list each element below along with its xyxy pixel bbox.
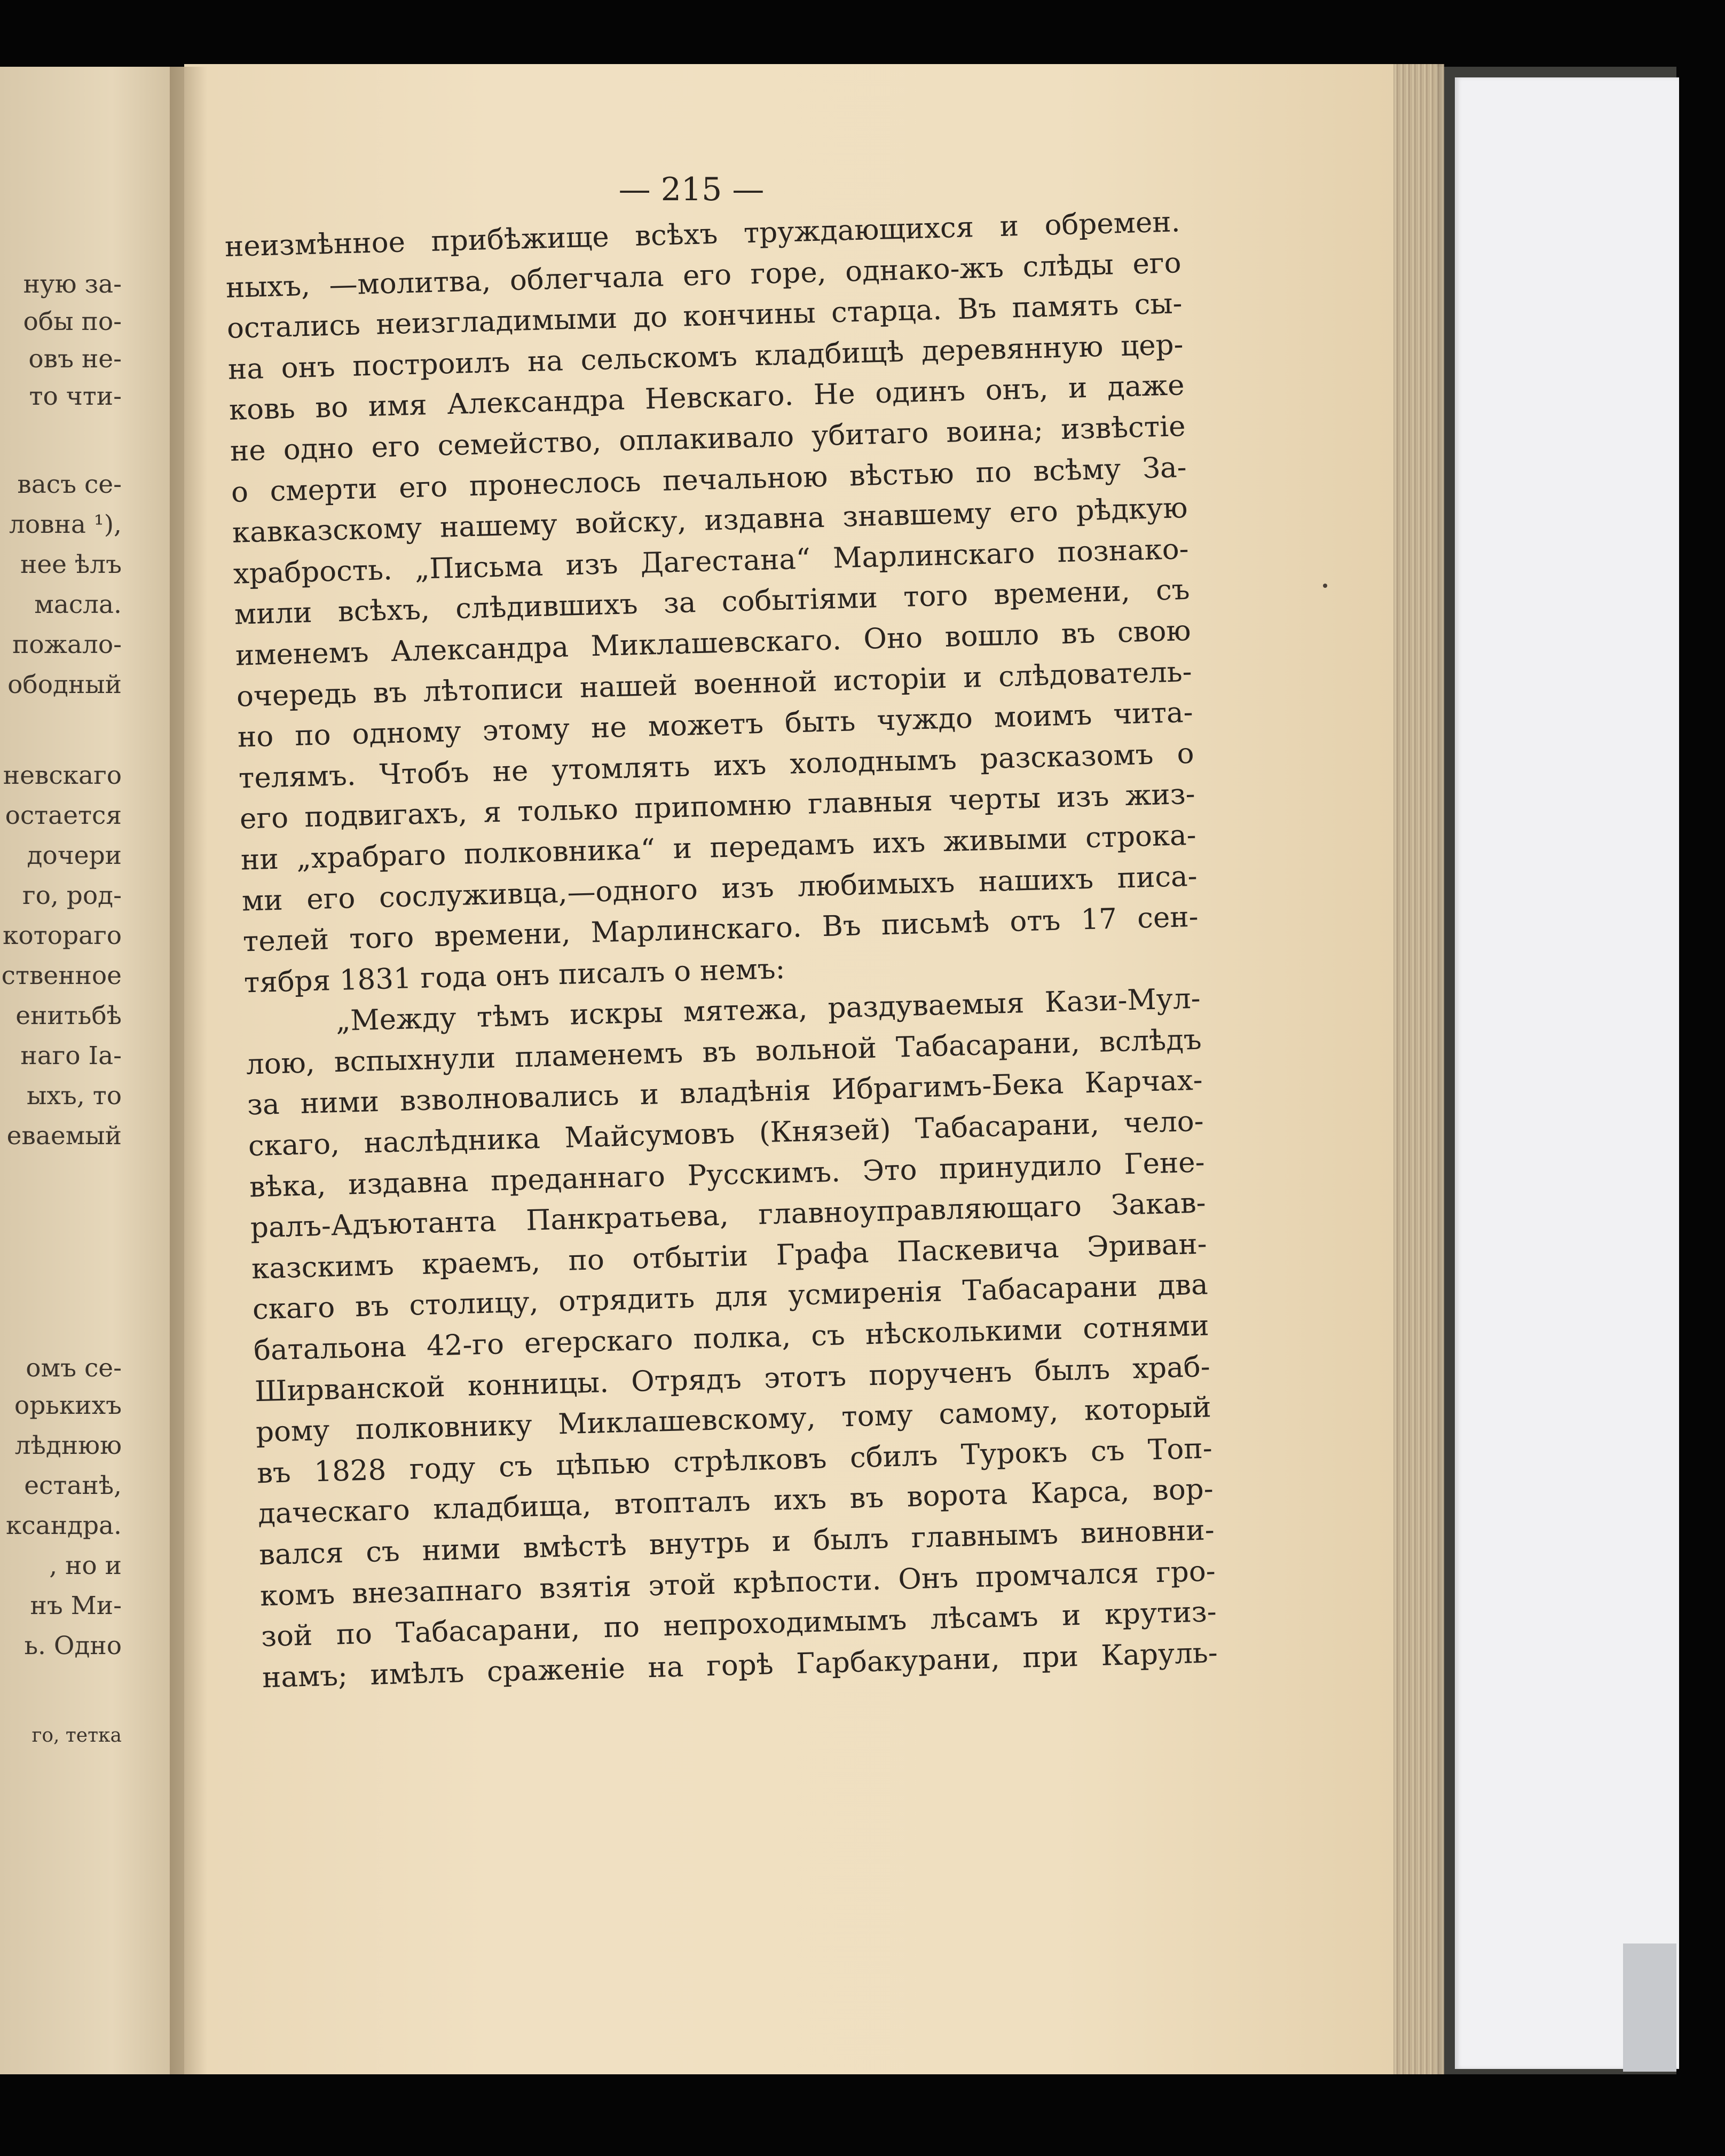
text-line: намъ; имѣлъ сраженіе на горѣ Гарбакурани, при Каруль-	[262, 1636, 1218, 1694]
text-line: Ширванской конницы. Отрядъ этотъ порученъ былъ храб-	[254, 1350, 1211, 1408]
left-page-line: ободный	[7, 670, 122, 699]
text-line: ралъ-Адъютанта Панкратьева, главноуправляющаго Закав-	[250, 1186, 1207, 1245]
text-line: батальона 42-го егерскаго полка, съ нѣсколькими сотнями	[253, 1309, 1210, 1367]
text-line: ни „храбраго полковника“ и передамъ ихъ живыми строка-	[240, 819, 1197, 877]
page-gutter-shadow	[170, 67, 207, 2074]
left-page-line: пожало-	[12, 630, 122, 659]
left-page-line: лѣднюю	[14, 1431, 122, 1460]
text-line: рому полковнику Миклашевскому, тому самому, который	[255, 1391, 1212, 1449]
left-page-line: нее ѣлъ	[20, 550, 122, 579]
text-line: ми его сослуживца,—одного изъ любимыхъ нашихъ писа-	[241, 860, 1198, 918]
left-page-line: ную за-	[23, 270, 122, 299]
left-page-line: то чти-	[29, 382, 122, 411]
left-page-line: невскаго	[3, 761, 122, 790]
text-line: о смерти его пронеслось печальною вѣстью по всѣму За-	[231, 451, 1187, 509]
left-page-line: го, род-	[22, 881, 122, 910]
ink-speck	[1323, 584, 1327, 588]
text-line: на онъ построилъ на сельскомъ кладбищѣ деревянную цер-	[227, 328, 1184, 386]
text-line: ковь во имя Александра Невскаго. Не одинъ онъ, и даже	[229, 369, 1185, 427]
text-line: комъ внезапнаго взятія этой крѣпости. Онъ промчался гро-	[259, 1554, 1216, 1612]
text-line: именемъ Александра Миклашевскаго. Оно вошло въ свою	[235, 614, 1192, 672]
left-page-line: нъ Ми-	[30, 1591, 122, 1620]
text-line: казскимъ краемъ, по отбытіи Графа Паскевича Эриван-	[251, 1227, 1208, 1286]
left-page-line: васъ се-	[17, 470, 122, 499]
left-page-line: ственное	[1, 961, 122, 990]
left-page-line: еваемый	[6, 1121, 122, 1151]
left-page-line: масла.	[34, 590, 122, 619]
page-stack-edges	[1393, 64, 1444, 2074]
left-page-line: , но и	[49, 1551, 122, 1580]
text-line: „Между тѣмъ искры мятежа, раздуваемыя Кази-Мул-	[335, 982, 1201, 1038]
left-page-line: обы по-	[23, 307, 122, 336]
left-page-line: наго Іа-	[20, 1041, 122, 1071]
grey-strip	[1623, 1943, 1676, 2072]
text-line: неизмѣнное прибѣжище всѣхъ труждающихся и обремен.	[224, 206, 1181, 263]
text-line: за ними взволновались и владѣнія Ибрагимъ-Бека Карчах-	[247, 1064, 1203, 1122]
text-line: храбрость. „Письма изъ Дагестана“ Марлинскаго познако-	[233, 532, 1190, 591]
text-line: мили всѣхъ, слѣдившихъ за событіями того времени, съ	[234, 573, 1191, 632]
page-body-text	[224, 202, 1218, 1698]
left-page-line: ксандра.	[5, 1511, 122, 1540]
text-line: очередь въ лѣтописи нашей военной исторіи и слѣдователь-	[236, 655, 1193, 713]
text-line: остались неизгладимыми до кончины старца. Въ память сы-	[226, 287, 1183, 345]
text-line: зой по Табасарани, по непроходимымъ лѣсамъ и крутиз-	[261, 1595, 1217, 1654]
left-page-line: естанѣ,	[24, 1471, 122, 1500]
page-number: — 215 —	[618, 171, 765, 208]
text-line: лою, вспыхнули пламенемъ въ вольной Табасарани, вслѣдъ	[246, 1023, 1202, 1081]
text-line: въ 1828 году съ цѣпью стрѣлковъ сбилъ Турокъ съ Топ-	[256, 1432, 1213, 1490]
text-line: тября 1831 года онъ писалъ о немъ:	[243, 952, 786, 1000]
text-line: ныхъ, —молитва, облегчала его горе, однако-жъ слѣды его	[225, 246, 1182, 304]
text-line: телямъ. Чтобъ не утомлять ихъ холоднымъ разсказомъ о	[238, 737, 1195, 795]
text-line: его подвигахъ, я только припомню главныя черты изъ жиз-	[239, 778, 1196, 836]
left-page-line: ь. Одно	[24, 1631, 122, 1661]
text-line: кавказскому нашему войску, издавна знавшему его рѣдкую	[232, 492, 1188, 549]
text-line: телей того времени, Марлинскаго. Въ письмѣ отъ 17 сен-	[242, 900, 1199, 958]
left-page-line: ловна ¹),	[9, 510, 122, 539]
text-line: скаго въ столицу, отрядить для усмиренія Табасарани два	[252, 1268, 1209, 1326]
left-page-line: ыхъ, то	[27, 1081, 122, 1111]
left-page-line: го, тетка	[31, 1725, 122, 1746]
left-page-line: енитьбѣ	[15, 1001, 122, 1030]
white-backing-sheet	[1455, 77, 1679, 2069]
text-line: но по одному этому не можетъ быть чуждо моимъ чита-	[237, 696, 1194, 754]
text-line: вался съ ними вмѣстѣ внутрь и былъ главнымъ виновни-	[258, 1514, 1215, 1572]
text-line: не одно его семейство, оплакивало убитаго воина; извѣстіе	[230, 410, 1186, 468]
previous-page-fragment	[0, 67, 187, 2074]
left-page-line: котораго	[3, 921, 122, 950]
left-page-line: овъ не-	[28, 344, 122, 374]
text-line: даческаго кладбища, втопталъ ихъ въ ворота Карса, вор-	[257, 1473, 1214, 1531]
text-line: скаго, наслѣдника Майсумовъ (Князей) Табасарани, чело-	[248, 1105, 1204, 1163]
left-page-line: орькихъ	[14, 1391, 122, 1420]
left-page-line: дочери	[27, 841, 122, 870]
left-page-line: остается	[5, 801, 122, 830]
text-line: вѣка, издавна преданнаго Русскимъ. Это принудило Гене-	[249, 1146, 1206, 1204]
left-page-line: омъ се-	[26, 1354, 122, 1383]
